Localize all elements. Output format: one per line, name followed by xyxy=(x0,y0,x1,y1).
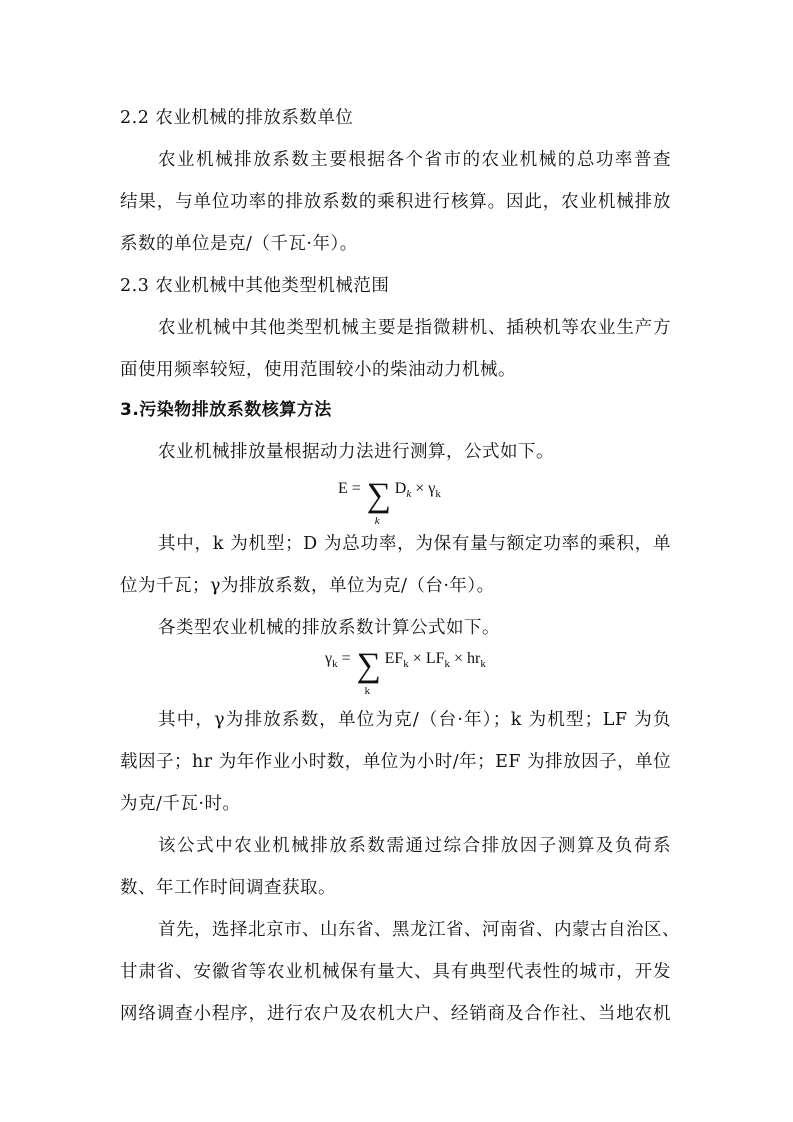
section-heading-2-3: 2.3 农业机械中其他类型机械范围 xyxy=(120,276,390,296)
paragraph-line: 农业机械排放量根据动力法进行测算，公式如下。 xyxy=(158,442,554,462)
times-symbol: × xyxy=(412,650,422,667)
paragraph-line: 其中，γ为排放系数，单位为克/（台·年）；k 为机型；LF 为负 xyxy=(158,710,671,730)
paragraph-line: 农业机械中其他类型机械主要是指微耕机、插秧机等农业生产方 xyxy=(158,318,671,338)
paragraph-line: 载因子；hr 为年作业小时数，单位为小时/年；EF 为排放因子，单位 xyxy=(120,752,672,772)
section-heading-3: 3.污染物排放系数核算方法 xyxy=(120,400,332,420)
paragraph-line: 位为千瓦；γ为排放系数，单位为克/（台·年）。 xyxy=(120,576,495,596)
paragraph-line: 结果，与单位功率的排放系数的乘积进行核算。因此，农业机械排放 xyxy=(120,192,671,212)
paragraph-line: 网络调查小程序，进行农户及农机大户、经销商及合作社、当地农机 xyxy=(120,1004,671,1024)
formula-subscript: k xyxy=(332,658,338,670)
formula-term-hr: hr xyxy=(467,650,481,667)
paragraph-line: 数、年工作时间调查获取。 xyxy=(120,878,336,898)
formula-subscript: k xyxy=(403,658,409,670)
paragraph-line: 为克/千瓦·时。 xyxy=(120,794,241,814)
paragraph-line: 系数的单位是克/（千瓦·年）。 xyxy=(120,234,358,254)
sigma-glyph: ∑ xyxy=(356,647,381,684)
sum-index: k xyxy=(374,515,380,527)
paragraph-line: 甘肃省、安徽省等农业机械保有量大、具有典型代表性的城市，开发 xyxy=(120,962,671,982)
formula-lhs: E = xyxy=(338,480,361,497)
formula-emission xyxy=(338,477,478,527)
formula-subscript: k xyxy=(435,488,441,500)
times-symbol: × xyxy=(453,650,464,667)
formula-term-d: D xyxy=(394,480,407,497)
formula-term-ef: EF xyxy=(384,650,404,667)
formula-subscript: k xyxy=(444,658,450,670)
formula-emission-factor xyxy=(325,647,515,697)
paragraph-line: 首先，选择北京市、山东省、黑龙江省、河南省、内蒙古自治区、 xyxy=(158,920,680,940)
formula-term-gamma: γ xyxy=(428,480,436,497)
equals-symbol: = xyxy=(341,650,351,667)
formula-term-lf: LF xyxy=(425,650,445,667)
sum-index: k xyxy=(364,685,371,697)
formula-subscript: k xyxy=(406,488,412,500)
section-heading-2-2: 2.2 农业机械的排放系数单位 xyxy=(120,108,354,128)
paragraph-line: 其中，k 为机型；D 为总功率，为保有量与额定功率的乘积，单 xyxy=(158,534,671,554)
paragraph-line: 面使用频率较短，使用范围较小的柴油动力机械。 xyxy=(120,360,516,380)
paragraph-line: 农业机械排放系数主要根据各个省市的农业机械的总功率普查 xyxy=(158,150,671,170)
times-symbol: × xyxy=(415,480,425,497)
formula-subscript: k xyxy=(480,658,486,670)
formula-lhs: γ xyxy=(325,650,333,667)
paragraph-line: 各类型农业机械的排放系数计算公式如下。 xyxy=(158,618,500,638)
sigma-glyph: ∑ xyxy=(366,477,392,514)
paragraph-line: 该公式中农业机械排放系数需通过综合排放因子测算及负荷系 xyxy=(158,836,671,856)
